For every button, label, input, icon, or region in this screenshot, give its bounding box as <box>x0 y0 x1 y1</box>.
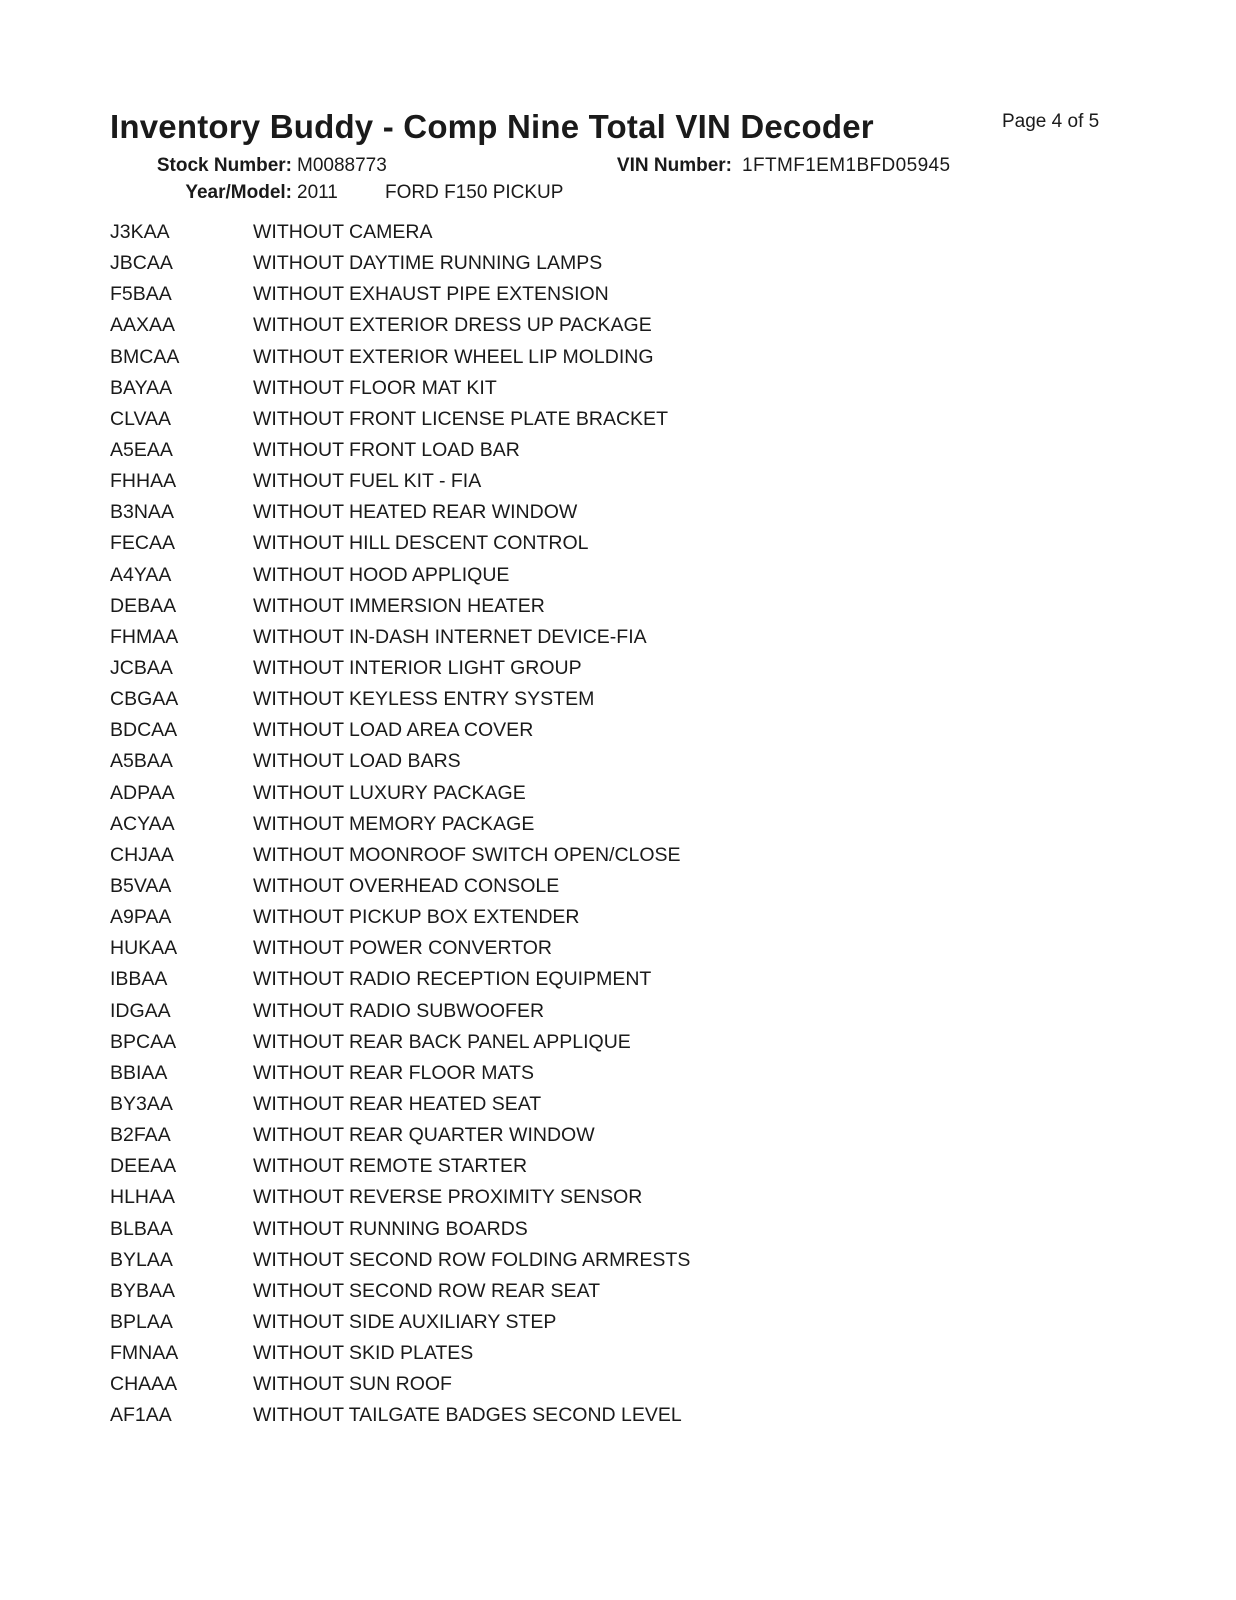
option-code: BY3AA <box>110 1093 173 1115</box>
option-description: WITHOUT REVERSE PROXIMITY SENSOR <box>253 1186 643 1209</box>
option-code: B3NAA <box>110 501 174 524</box>
year-value: 2011 <box>297 182 338 203</box>
option-row <box>110 964 1010 995</box>
page-title: Inventory Buddy - Comp Nine Total VIN Decoder <box>110 108 874 145</box>
option-code: ACYAA <box>110 812 175 835</box>
option-description: WITHOUT MEMORY PACKAGE <box>253 812 535 835</box>
option-code: BYLAA <box>110 1248 173 1271</box>
option-code: F5BAA <box>110 283 172 306</box>
option-description: WITHOUT OVERHEAD CONSOLE <box>253 875 560 898</box>
option-description: WITHOUT IN-DASH INTERNET DEVICE-FIA <box>253 625 647 648</box>
option-description: WITHOUT LOAD BARS <box>253 750 461 773</box>
vin-number-value: 1FTMF1EM1BFD05945 <box>742 155 951 176</box>
option-code: BMCAA <box>110 345 180 368</box>
option-description: WITHOUT HEATED REAR WINDOW <box>253 501 578 524</box>
option-row <box>110 871 1010 902</box>
option-description: WITHOUT SUN ROOF <box>253 1373 452 1396</box>
option-row <box>110 1214 1010 1245</box>
option-code: CHJAA <box>110 843 174 866</box>
option-row <box>110 310 1010 341</box>
option-description: WITHOUT SECOND ROW REAR SEAT <box>253 1279 601 1302</box>
option-code: ADPAA <box>110 781 175 804</box>
option-code: FHMAA <box>110 625 179 648</box>
option-code: IDGAA <box>110 999 171 1022</box>
option-description: WITHOUT EXTERIOR DRESS UP PACKAGE <box>253 314 652 337</box>
option-description: WITHOUT CAMERA <box>253 221 433 244</box>
option-code: IBBAA <box>110 968 168 991</box>
option-code: JBCAA <box>110 252 173 275</box>
option-description: WITHOUT REAR BACK PANEL APPLIQUE <box>253 1030 631 1053</box>
option-code: CBGAA <box>110 688 179 711</box>
option-code: FMNAA <box>110 1342 179 1365</box>
option-row <box>110 715 1010 746</box>
option-row <box>110 1307 1010 1338</box>
option-row <box>110 1151 1010 1182</box>
option-row <box>110 746 1010 777</box>
option-row <box>110 1120 1010 1151</box>
option-code: FECAA <box>110 532 176 555</box>
option-row <box>110 528 1010 559</box>
option-description: WITHOUT REAR QUARTER WINDOW <box>253 1124 595 1147</box>
option-code: BDCAA <box>110 719 178 742</box>
option-description: WITHOUT KEYLESS ENTRY SYSTEM <box>253 688 595 711</box>
option-row <box>110 1400 1010 1431</box>
option-description: WITHOUT RADIO SUBWOOFER <box>253 999 545 1022</box>
option-description: WITHOUT RADIO RECEPTION EQUIPMENT <box>253 968 652 991</box>
option-description: WITHOUT INTERIOR LIGHT GROUP <box>253 657 582 680</box>
option-row <box>110 466 1010 497</box>
option-list <box>110 217 1010 1431</box>
option-row <box>110 1338 1010 1369</box>
option-description: WITHOUT RUNNING BOARDS <box>253 1217 528 1240</box>
stock-number-value: M0088773 <box>297 155 387 176</box>
option-description: WITHOUT LUXURY PACKAGE <box>253 781 526 804</box>
option-description: WITHOUT REAR FLOOR MATS <box>253 1061 534 1084</box>
option-row <box>110 1369 1010 1400</box>
option-code: FHHAA <box>110 470 177 493</box>
stock-number-label: Stock Number: <box>156 155 292 176</box>
option-code: A4YAA <box>110 563 172 586</box>
option-code: A5EAA <box>110 439 173 462</box>
option-row <box>110 248 1010 279</box>
option-row <box>110 435 1010 466</box>
option-code: HLHAA <box>110 1186 176 1209</box>
option-row <box>110 1089 1010 1120</box>
option-row <box>110 684 1010 715</box>
year-model-label: Year/Model: <box>185 182 292 203</box>
option-row <box>110 809 1010 840</box>
option-code: AF1AA <box>110 1404 172 1427</box>
option-row <box>110 1182 1010 1213</box>
option-row <box>110 996 1010 1027</box>
option-description: WITHOUT IMMERSION HEATER <box>253 594 545 617</box>
option-description: WITHOUT DAYTIME RUNNING LAMPS <box>253 252 603 275</box>
option-code: CLVAA <box>110 407 172 430</box>
option-description: WITHOUT SIDE AUXILIARY STEP <box>253 1310 557 1333</box>
option-description: WITHOUT SECOND ROW FOLDING ARMRESTS <box>253 1248 691 1271</box>
option-code: B5VAA <box>110 875 172 898</box>
option-description: WITHOUT REAR HEATED SEAT <box>253 1093 542 1115</box>
option-code: DEBAA <box>110 594 177 617</box>
option-row <box>110 591 1010 622</box>
option-row <box>110 279 1010 310</box>
option-description: WITHOUT HILL DESCENT CONTROL <box>253 532 589 555</box>
option-description: WITHOUT TAILGATE BADGES SECOND LEVEL <box>253 1404 682 1427</box>
option-code: BAYAA <box>110 376 173 399</box>
option-description: WITHOUT FRONT LICENSE PLATE BRACKET <box>253 407 668 430</box>
option-description: WITHOUT FLOOR MAT KIT <box>253 376 497 399</box>
option-description: WITHOUT EXHAUST PIPE EXTENSION <box>253 283 609 306</box>
option-row <box>110 373 1010 404</box>
option-row <box>110 217 1010 248</box>
page-number: Page 4 of 5 <box>1002 111 1100 132</box>
option-description: WITHOUT REMOTE STARTER <box>253 1155 528 1178</box>
option-row <box>110 342 1010 373</box>
option-description: WITHOUT POWER CONVERTOR <box>253 937 553 960</box>
option-row <box>110 840 1010 871</box>
option-code: BPCAA <box>110 1030 177 1053</box>
option-description: WITHOUT MOONROOF SWITCH OPEN/CLOSE <box>253 843 681 866</box>
option-code: A9PAA <box>110 906 172 929</box>
option-code: BLBAA <box>110 1217 173 1240</box>
option-code: AAXAA <box>110 314 176 337</box>
option-description: WITHOUT SKID PLATES <box>253 1342 474 1365</box>
option-description: WITHOUT HOOD APPLIQUE <box>253 563 510 586</box>
option-description: WITHOUT PICKUP BOX EXTENDER <box>253 906 580 929</box>
option-row <box>110 1027 1010 1058</box>
option-row <box>110 933 1010 964</box>
option-row <box>110 560 1010 591</box>
option-description: WITHOUT LOAD AREA COVER <box>253 719 534 742</box>
option-code: A5BAA <box>110 750 173 773</box>
option-description: WITHOUT FUEL KIT - FIA <box>253 470 482 493</box>
vin-number-label: VIN Number: <box>616 155 732 176</box>
option-row <box>110 902 1010 933</box>
option-row <box>110 404 1010 435</box>
option-code: JCBAA <box>110 657 173 680</box>
option-code: BPLAA <box>110 1310 173 1333</box>
option-code: BBIAA <box>110 1061 168 1084</box>
option-row <box>110 653 1010 684</box>
option-code: B2FAA <box>110 1124 171 1147</box>
option-code: J3KAA <box>110 221 170 244</box>
option-row <box>110 778 1010 809</box>
option-row <box>110 622 1010 653</box>
option-code: HUKAA <box>110 937 178 960</box>
model-value: FORD F150 PICKUP <box>385 182 564 203</box>
option-description: WITHOUT FRONT LOAD BAR <box>253 439 520 462</box>
option-description: WITHOUT EXTERIOR WHEEL LIP MOLDING <box>253 345 654 368</box>
option-row <box>110 1058 1010 1089</box>
option-row <box>110 497 1010 528</box>
option-row <box>110 1276 1010 1307</box>
option-code: BYBAA <box>110 1279 176 1302</box>
option-row <box>110 1245 1010 1276</box>
option-code: DEEAA <box>110 1155 177 1178</box>
option-code: CHAAA <box>110 1373 178 1396</box>
